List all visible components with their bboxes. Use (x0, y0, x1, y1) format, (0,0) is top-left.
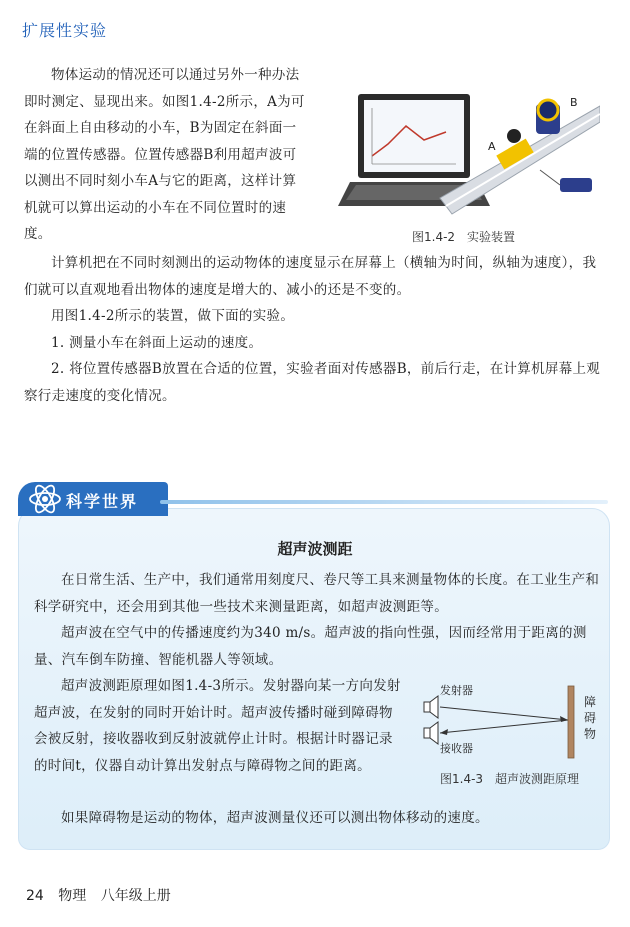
label-a: A (488, 140, 496, 153)
atom-icon (28, 484, 62, 514)
receiver-label: 接收器 (440, 742, 473, 755)
section-header: 扩展性实验 (22, 21, 108, 40)
experiment-step-1: 1. 测量小车在斜面上运动的速度。 (51, 334, 263, 351)
emitted-wave (440, 707, 568, 720)
science-world-stripe (160, 500, 608, 504)
page-footer (26, 885, 181, 905)
figure-caption-1-4-3: 图1.4-3 超声波测距原理 (440, 772, 580, 786)
science-world-label: 科学世界 (66, 492, 139, 511)
ultrasonic-ranging-figure (420, 684, 610, 764)
footer-grade: 八年级上册 (100, 888, 171, 904)
reflected-wave (440, 720, 568, 733)
label-b: B (570, 96, 578, 109)
ultrasonic-paragraph-2: 超声波在空气中的传播速度约为340 m/s。超声波的指向性强，因而经常用于距离的测量、汽车倒车防撞、智能机器人等领域。 (34, 625, 587, 668)
ultrasonic-paragraph-1: 在日常生活、生产中，我们通常用刻度尺、卷尺等工具来测量物体的长度。在工业生产和科学研究中，还会用到其他一些技术来测量距离，如超声波测距等。 (34, 572, 600, 615)
ultrasonic-paragraph-4: 如果障碍物是运动的物体，超声波测量仪还可以测出物体移动的速度。 (61, 810, 489, 826)
ultrasonic-paragraph-3: 超声波测距原理如图1.4-3所示。发射器向某一方向发射超声波，在发射的同时开始计时。超声波传播时碰到障碍物会被反射，接收器收到反射波就停止计时。根据计时器记录的时间t，仪器自动计算出发射点与障碍物之间的距离。 (34, 678, 401, 774)
experiment-step-2: 2. 将位置传感器B放置在合适的位置，实验者面对传感器B，前后行走，在计算机屏幕上观察行走速度的变化情况。 (24, 361, 601, 404)
footer-subject: 物理 (58, 888, 87, 904)
interface-box (560, 178, 592, 192)
science-world-title: 超声波测距 (277, 540, 353, 558)
experiment-paragraph-3: 用图1.4-2所示的装置，做下面的实验。 (51, 308, 295, 324)
obstacle-label: 障碍物 (584, 695, 597, 741)
experiment-paragraph-1: 物体运动的情况还可以通过另外一种办法即时测定、显现出来。如图1.4-2所示，A为可在斜面上自由移动的小车，B为固定在斜面一端的位置传感器。位置传感器B利用超声波可以测出不同时刻小车A与它的距离，这样计算机就可以算出运动的小车在不同位置时的速度。 (24, 67, 305, 242)
page-number: 24 (26, 888, 44, 904)
receiver-icon (424, 728, 430, 738)
figure-caption-1-4-2: 图1.4-2 实验装置 (412, 230, 516, 244)
experiment-setup-figure (328, 86, 600, 218)
obstacle-bar (568, 686, 574, 758)
emitter-icon (424, 702, 430, 712)
emitter-label: 发射器 (440, 684, 473, 697)
experiment-paragraph-2: 计算机把在不同时刻测出的运动物体的速度显示在屏幕上（横轴为时间，纵轴为速度），我们就可以直观地看出物体的速度是增大的、减小的还是不变的。 (24, 255, 597, 298)
